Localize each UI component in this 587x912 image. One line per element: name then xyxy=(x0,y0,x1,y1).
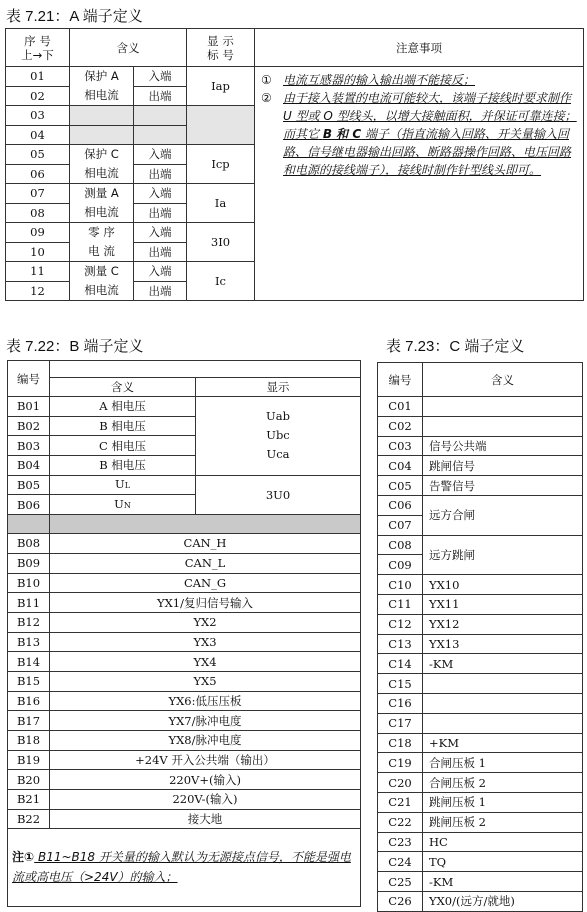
terminal-id: B15 xyxy=(8,671,50,691)
terminal-id: C23 xyxy=(378,832,423,852)
terminal-meaning: B 相电压 xyxy=(50,416,196,436)
terminal-meaning: YX1/复归信号输入 xyxy=(50,593,361,613)
note-2-text-a: 由于接入装置的电流可能较大，该端子接线时要求制作 U 型或 O 型线头，以增大接触面积，并保证可靠连接；而其它 xyxy=(283,91,577,141)
table-row xyxy=(378,773,583,793)
table-7-22 xyxy=(7,360,361,907)
table-row xyxy=(378,575,583,595)
terminal-meaning: 220V+(输入) xyxy=(50,770,361,790)
in-terminal: 入端 xyxy=(134,184,187,204)
terminal-meaning: +KM xyxy=(423,733,583,753)
terminal-meaning: C 相电压 xyxy=(50,436,196,456)
terminal-id: C25 xyxy=(378,872,423,892)
display-header xyxy=(187,29,255,67)
current-name xyxy=(70,145,134,184)
terminal-meaning: CAN_G xyxy=(50,573,361,593)
table-row xyxy=(8,397,361,417)
terminal-meaning: 接大地 xyxy=(50,809,361,829)
meaning-header: 含义 xyxy=(50,378,196,397)
terminal-id: B16 xyxy=(8,691,50,711)
table-row xyxy=(378,753,583,773)
table-row xyxy=(378,891,583,911)
voltage-display-line: Uab xyxy=(266,409,290,424)
voltage-display-line: Ubc xyxy=(266,428,290,443)
seq-header-line1: 序 号 xyxy=(24,33,51,48)
terminal-id: C24 xyxy=(378,852,423,872)
table-7-22-note xyxy=(8,829,361,907)
row-number: 06 xyxy=(6,164,70,184)
meaning-header: 含义 xyxy=(423,363,583,397)
terminal-meaning: YX6:低压压板 xyxy=(50,691,361,711)
table-row xyxy=(8,652,361,672)
blank-cell xyxy=(70,106,134,126)
row-number: 03 xyxy=(6,106,70,126)
terminal-meaning: CAN_L xyxy=(50,553,361,573)
terminal-meaning: YX7/脉冲电度 xyxy=(50,711,361,731)
current-name-line1: 测量 A xyxy=(84,186,119,200)
terminal-id: C21 xyxy=(378,792,423,812)
blank-row-meaning xyxy=(50,515,361,534)
row-number: 12 xyxy=(6,281,70,301)
terminal-meaning xyxy=(423,397,583,417)
note-2-text-c: 端子（指直流输入回路、开关量输入回路、信号继电器输出回路、断路器操作回路、电压回路和电源的接线端子），接线时制作针型线头即可。 xyxy=(283,127,572,177)
table-row xyxy=(378,594,583,614)
terminal-meaning: 远方跳闸 xyxy=(423,535,583,575)
terminal-id: C08 xyxy=(378,535,423,555)
terminal-id: C14 xyxy=(378,654,423,674)
blank-cell xyxy=(187,106,255,145)
terminal-id: B14 xyxy=(8,652,50,672)
terminal-id: B17 xyxy=(8,711,50,731)
table-row xyxy=(8,612,361,632)
terminal-id: B02 xyxy=(8,416,50,436)
in-terminal: 入端 xyxy=(134,262,187,282)
table-row xyxy=(8,475,361,495)
display-label: Iap xyxy=(187,67,255,106)
terminal-id: C22 xyxy=(378,812,423,832)
table-7-21 xyxy=(5,28,584,301)
terminal-id: B10 xyxy=(8,573,50,593)
row-number: 09 xyxy=(6,223,70,243)
table-row xyxy=(378,812,583,832)
in-terminal: 入端 xyxy=(134,67,187,87)
display-label: Ic xyxy=(187,262,255,301)
table-row xyxy=(378,832,583,852)
terminal-id: B04 xyxy=(8,456,50,476)
terminal-id: B11 xyxy=(8,593,50,613)
table-7-21-caption: 表 7.21：A 端子定义 xyxy=(6,8,143,25)
terminal-id: C13 xyxy=(378,634,423,654)
terminal-meaning xyxy=(50,475,196,495)
voltage-display-line: Uca xyxy=(266,447,290,462)
table-row xyxy=(8,671,361,691)
table-row xyxy=(378,495,583,515)
note-1-number: ① xyxy=(261,73,272,87)
table-row xyxy=(8,534,361,554)
row-number: 10 xyxy=(6,242,70,262)
current-name-line2: 相电流 xyxy=(84,166,119,180)
note-1 xyxy=(261,71,577,89)
current-name-line1: 零 序 xyxy=(88,225,115,239)
table-row xyxy=(8,691,361,711)
terminal-id: C06 xyxy=(378,495,423,515)
terminal-id: C16 xyxy=(378,693,423,713)
terminal-meaning: 跳闸信号 xyxy=(423,456,583,476)
terminal-id: C11 xyxy=(378,594,423,614)
note-2-number: ② xyxy=(261,91,272,105)
terminal-id: C12 xyxy=(378,614,423,634)
voltage-symbol: U xyxy=(114,477,125,492)
display-header: 显示 xyxy=(196,378,361,397)
out-terminal: 出端 xyxy=(134,242,187,262)
note-label: 注① xyxy=(12,850,35,865)
terminal-meaning: B 相电压 xyxy=(50,456,196,476)
current-name-line1: 测量 C xyxy=(84,264,119,278)
terminal-id: B18 xyxy=(8,731,50,751)
table-row xyxy=(378,397,583,417)
current-name xyxy=(70,223,134,262)
terminal-meaning: 跳闸压板 2 xyxy=(423,812,583,832)
seq-header-line2: 上→下 xyxy=(21,47,54,62)
table-row xyxy=(8,750,361,770)
terminal-id: B03 xyxy=(8,436,50,456)
in-terminal: 入端 xyxy=(134,145,187,165)
in-terminal: 入端 xyxy=(134,223,187,243)
terminal-meaning xyxy=(423,416,583,436)
table-row xyxy=(378,852,583,872)
zero-seq-display: 3U0 xyxy=(196,475,361,514)
terminal-id: B05 xyxy=(8,475,50,495)
note-2 xyxy=(261,89,577,179)
row-number: 04 xyxy=(6,125,70,145)
table-row xyxy=(378,693,583,713)
table-row xyxy=(8,573,361,593)
terminal-id: B01 xyxy=(8,397,50,417)
blank-cell xyxy=(134,106,187,126)
terminal-id: C05 xyxy=(378,476,423,496)
terminal-meaning: YX0/(远方/就地) xyxy=(423,891,583,911)
terminal-meaning: 远方合闸 xyxy=(423,495,583,535)
table-row xyxy=(8,809,361,829)
terminal-meaning: YX8/脉冲电度 xyxy=(50,731,361,751)
terminal-id: C20 xyxy=(378,773,423,793)
row-number: 08 xyxy=(6,203,70,223)
meaning-header: 含义 xyxy=(70,29,187,67)
num-header: 编号 xyxy=(8,361,50,397)
row-number: 01 xyxy=(6,67,70,87)
table-row xyxy=(378,614,583,634)
voltage-symbol: U xyxy=(114,496,124,511)
current-name xyxy=(70,184,134,223)
current-name-line2: 相电流 xyxy=(84,283,119,297)
terminal-meaning: HC xyxy=(423,832,583,852)
note-2-text-b: B 和 C xyxy=(322,127,362,141)
table-7-23-caption: 表 7.23：C 端子定义 xyxy=(386,338,525,355)
table-row xyxy=(378,792,583,812)
terminal-meaning: 220V-(输入) xyxy=(50,790,361,810)
terminal-meaning: 跳闸压板 1 xyxy=(423,792,583,812)
current-name-line1: 保护 C xyxy=(84,147,119,161)
terminal-id: C04 xyxy=(378,456,423,476)
terminal-id: C19 xyxy=(378,753,423,773)
row-number: 11 xyxy=(6,262,70,282)
terminal-meaning xyxy=(423,713,583,733)
terminal-meaning: CAN_H xyxy=(50,534,361,554)
terminal-id: B06 xyxy=(8,495,50,515)
out-terminal: 出端 xyxy=(134,86,187,106)
notes-header: 注意事项 xyxy=(255,29,584,67)
terminal-id: C09 xyxy=(378,555,423,575)
blank-row-id xyxy=(8,515,50,534)
terminal-id: C15 xyxy=(378,674,423,694)
table-row xyxy=(8,553,361,573)
terminal-meaning: YX3 xyxy=(50,632,361,652)
terminal-meaning: -KM xyxy=(423,872,583,892)
note-1-text: 电流互感器的输入输出端不能接反； xyxy=(283,73,476,87)
terminal-meaning: 合闸压板 1 xyxy=(423,753,583,773)
terminal-id: C10 xyxy=(378,575,423,595)
num-header: 编号 xyxy=(378,363,423,397)
table-row xyxy=(378,476,583,496)
current-name xyxy=(70,262,134,301)
terminal-id: B20 xyxy=(8,770,50,790)
table-row xyxy=(378,872,583,892)
terminal-id: C07 xyxy=(378,515,423,535)
table-row xyxy=(8,731,361,751)
table-row xyxy=(378,535,583,555)
terminal-meaning xyxy=(50,495,196,515)
table-row xyxy=(378,436,583,456)
display-label: Ia xyxy=(187,184,255,223)
voltage-display xyxy=(196,397,361,476)
table-row xyxy=(6,67,584,87)
table-row xyxy=(378,456,583,476)
table-7-22-caption: 表 7.22：B 端子定义 xyxy=(6,338,144,355)
voltage-subscript: N xyxy=(123,500,131,510)
table-row xyxy=(378,654,583,674)
row-number: 02 xyxy=(6,86,70,106)
out-terminal: 出端 xyxy=(134,203,187,223)
blank-cell xyxy=(70,125,134,145)
terminal-meaning: +24V 开入公共端（输出） xyxy=(50,750,361,770)
table-row xyxy=(8,790,361,810)
terminal-id: C18 xyxy=(378,733,423,753)
terminal-meaning: YX12 xyxy=(423,614,583,634)
blank-cell xyxy=(134,125,187,145)
terminal-meaning: -KM xyxy=(423,654,583,674)
terminal-meaning xyxy=(423,693,583,713)
terminal-meaning: 信号公共端 xyxy=(423,436,583,456)
terminal-id: B12 xyxy=(8,612,50,632)
table-row xyxy=(8,770,361,790)
display-label: Icp xyxy=(187,145,255,184)
seq-header xyxy=(6,29,70,67)
terminal-meaning: A 相电压 xyxy=(50,397,196,417)
terminal-meaning: YX4 xyxy=(50,652,361,672)
table-row xyxy=(378,634,583,654)
table-row xyxy=(8,593,361,613)
terminal-id: C02 xyxy=(378,416,423,436)
current-name-line2: 电 流 xyxy=(88,244,115,258)
terminal-meaning: YX2 xyxy=(50,612,361,632)
table-row xyxy=(378,713,583,733)
terminal-id: B21 xyxy=(8,790,50,810)
terminal-id: C03 xyxy=(378,436,423,456)
table-row xyxy=(8,632,361,652)
voltage-subscript: L xyxy=(124,481,130,491)
row-number: 05 xyxy=(6,145,70,165)
display-header-line2: 标 号 xyxy=(207,47,234,62)
display-header-line1: 显 示 xyxy=(207,33,234,48)
terminal-meaning: YX10 xyxy=(423,575,583,595)
terminal-meaning xyxy=(423,674,583,694)
table-row xyxy=(378,674,583,694)
row-number: 07 xyxy=(6,184,70,204)
out-terminal: 出端 xyxy=(134,281,187,301)
terminal-id: C17 xyxy=(378,713,423,733)
terminal-id: B08 xyxy=(8,534,50,554)
table-row xyxy=(8,711,361,731)
out-terminal: 出端 xyxy=(134,164,187,184)
terminal-id: B13 xyxy=(8,632,50,652)
terminal-meaning: 合闸压板 2 xyxy=(423,773,583,793)
terminal-id: B19 xyxy=(8,750,50,770)
terminal-id: B09 xyxy=(8,553,50,573)
notes-cell xyxy=(255,67,584,301)
table-row xyxy=(378,416,583,436)
terminal-meaning: YX11 xyxy=(423,594,583,614)
current-name xyxy=(70,67,134,106)
terminal-meaning: 告警信号 xyxy=(423,476,583,496)
display-label: 3I0 xyxy=(187,223,255,262)
terminal-id: B22 xyxy=(8,809,50,829)
current-name-line1: 保护 A xyxy=(84,69,119,83)
note-text: B11~B18 开关量的输入默认为无源接点信号，不能是强电流或高电压（>24V）的输入； xyxy=(12,850,351,885)
table-7-23 xyxy=(377,362,583,912)
table-row xyxy=(378,733,583,753)
terminal-id: C01 xyxy=(378,397,423,417)
terminal-id: C26 xyxy=(378,891,423,911)
current-name-line2: 相电流 xyxy=(84,88,119,102)
terminal-meaning: YX5 xyxy=(50,671,361,691)
terminal-meaning: TQ xyxy=(423,852,583,872)
terminal-meaning: YX13 xyxy=(423,634,583,654)
current-name-line2: 相电流 xyxy=(84,205,119,219)
header-top-blank xyxy=(50,361,361,378)
